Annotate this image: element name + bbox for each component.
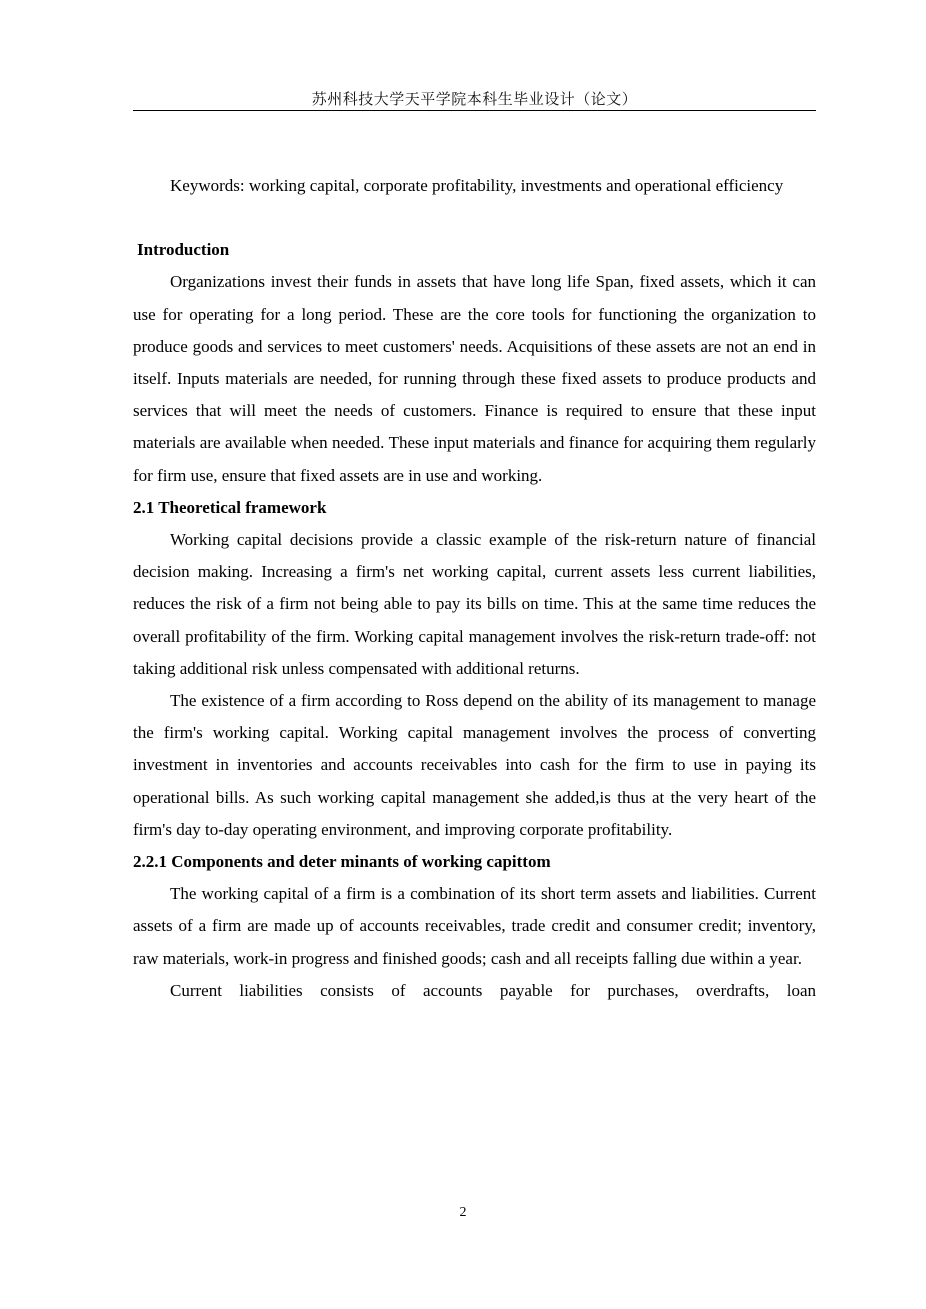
header-divider [133, 110, 816, 111]
introduction-heading: Introduction [137, 240, 230, 260]
introduction-paragraph: Organizations invest their funds in assets that have long life Span, fixed assets, which it can use for operating for a long period. These are the core tools for functioning the organization to produce goods and services to meet customers' needs. Acquisitions of these assets are not an end in itself. Inputs materials are needed, for running through these fixed assets to produce products and services that will meet the needs of customers. Finance is required to ensure that these input materials are available when needed. These input materials and finance for acquiring them regularly for firm use, ensure that fixed assets are in use and working. [133, 272, 816, 485]
section-2-1-paragraph-1: Working capital decisions provide a classic example of the risk-return nature of financial decision making. Increasing a firm's net working capital, current assets less current liabilities, reduces the risk of a firm not being able to pay its bills on time. This at the same time reduces the overall profitability of the firm. Working capital management involves the risk-return trade-off: not taking additional risk unless compensated with additional returns. [133, 530, 816, 678]
page-body [133, 170, 816, 1007]
section-2-1-paragraph-2: The existence of a firm according to Ross depend on the ability of its management to manage the firm's working capital. Working capital management involves the process of converting investment in inventories and accounts receivables into cash for the firm to use in paying its operational bills. As such working capital management she added,is thus at the very heart of the firm's day to-day operating environment, and improving corporate profitability. [133, 691, 816, 839]
page-number: 2 [459, 1205, 467, 1220]
section-2-2-1-paragraph-2: Current liabilities consists of accounts payable for purchases, overdrafts, loan [170, 980, 816, 1000]
section-2-2-1-paragraph-1: The working capital of a firm is a combination of its short term assets and liabilities. Current assets of a firm are made up of accounts receivables, trade credit and consumer credit; inventory, raw materials, work-in progress and finished goods; cash and all receipts falling due within a year. [133, 884, 816, 968]
section-2-1-heading: 2.1 Theoretical framework [133, 497, 327, 517]
section-2-2-1-heading: 2.2.1 Components and deter minants of working capittom [133, 852, 551, 872]
spacer [133, 202, 816, 234]
page-header-title: 苏州科技大学天平学院本科生毕业设计（论文） [311, 90, 638, 108]
keywords-paragraph: Keywords: working capital, corporate profitability, investments and operational efficiency [170, 176, 784, 195]
